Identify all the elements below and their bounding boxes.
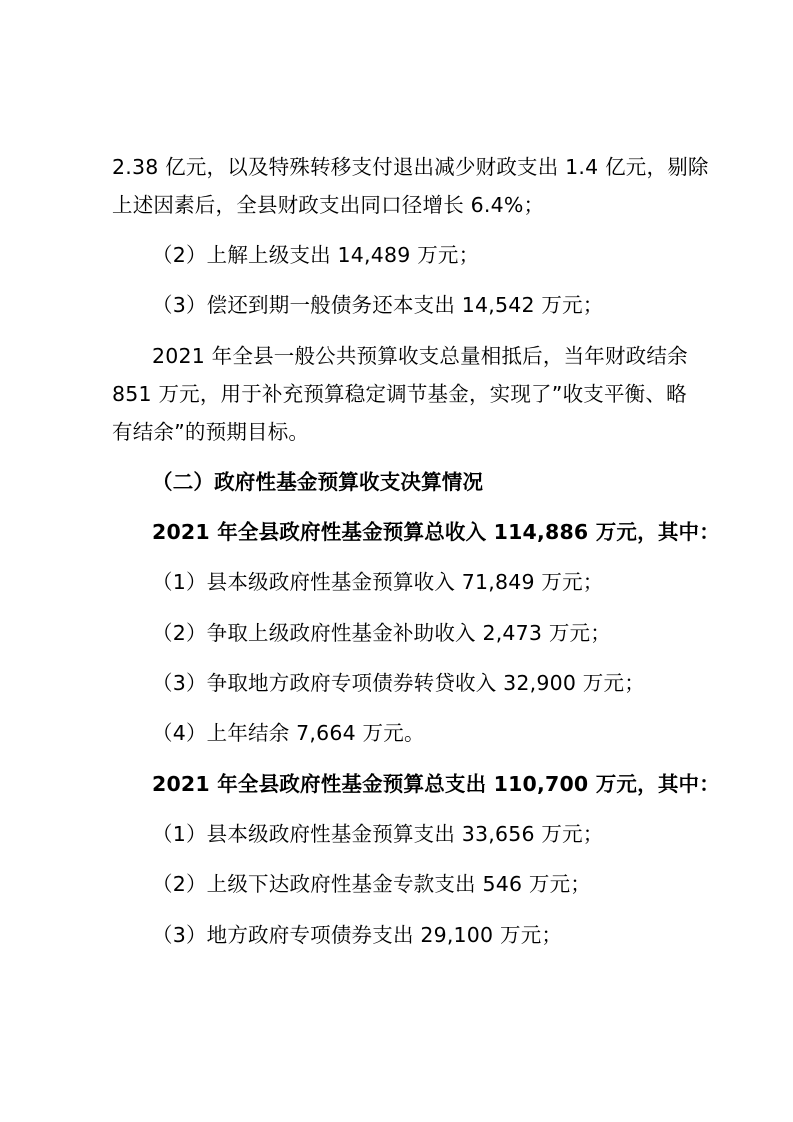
list-item: （1）县本级政府性基金预算收入 71,849 万元； (152, 570, 604, 594)
paragraph-line: 2021 年全县一般公共预算收支总量相抵后，当年财政结余 (152, 344, 688, 368)
list-item: （3）地方政府专项债券支出 29,100 万元； (152, 923, 563, 947)
list-item: （3）偿还到期一般债务还本支出 14,542 万元； (152, 293, 604, 317)
list-item: （4）上年结余 7,664 万元。 (152, 721, 425, 745)
list-item: （2）上级下达政府性基金专款支出 546 万元； (152, 872, 592, 896)
list-item: （2）争取上级政府性基金补助收入 2,473 万元； (152, 621, 611, 645)
paragraph-line: 851 万元，用于补充预算稳定调节基金，实现了”收支平衡、略 (112, 382, 687, 406)
summary-heading: 2021 年全县政府性基金预算总支出 110,700 万元，其中： (152, 772, 720, 796)
paragraph-line: 2.38 亿元，以及特殊转移支付退出减少财政支出 1.4 亿元，剔除 (112, 155, 709, 179)
list-item: （1）县本级政府性基金预算支出 33,656 万元； (152, 822, 604, 846)
list-item: （2）上解上级支出 14,489 万元； (152, 243, 480, 267)
paragraph-line: 上述因素后，全县财政支出同口径增长 6.4%； (112, 193, 545, 217)
paragraph-line: 有结余”的预期目标。 (112, 420, 310, 444)
summary-heading: 2021 年全县政府性基金预算总收入 114,886 万元，其中： (152, 520, 720, 544)
section-heading: （二）政府性基金预算收支决算情况 (152, 470, 484, 494)
list-item: （3）争取地方政府专项债券转贷收入 32,900 万元； (152, 671, 645, 695)
